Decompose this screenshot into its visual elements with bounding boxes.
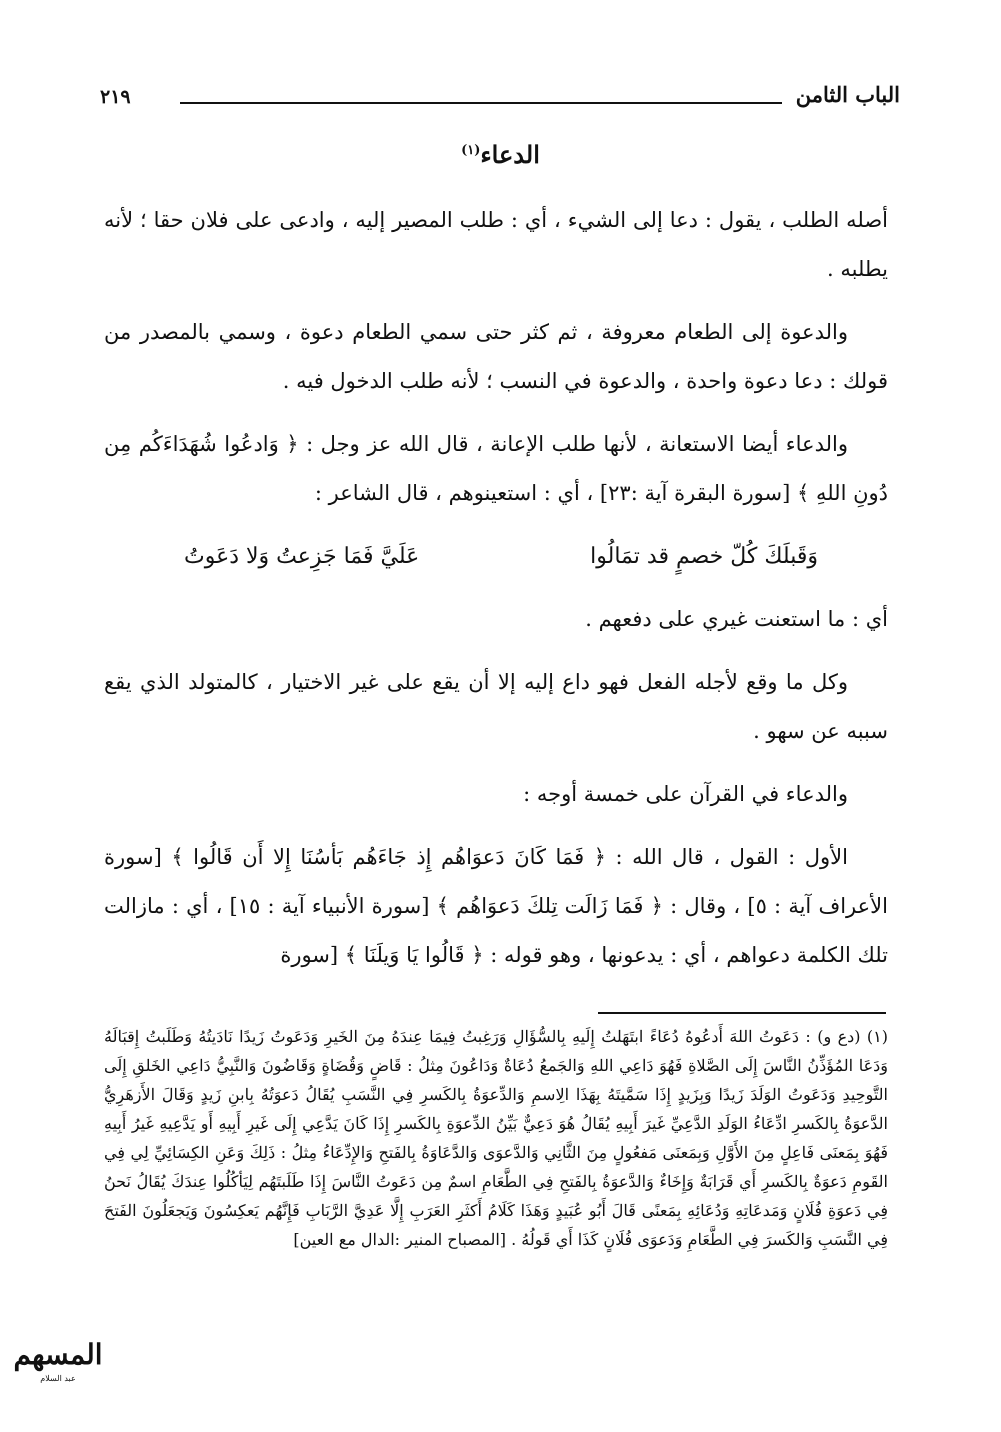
watermark-stamp bbox=[12, 1336, 104, 1398]
verse-first-hemistich: وَقَبلَكَ كُلّ خصمٍ قد تمَالُوا bbox=[590, 544, 818, 569]
main-text bbox=[104, 196, 888, 994]
stamp-sub-text: عبد السلام bbox=[40, 1374, 76, 1383]
paragraph-6: والدعاء في القرآن على خمسة أوجه : bbox=[523, 782, 848, 806]
paragraph-5: وكل ما وقع لأجله الفعل فهو داع إليه إلا أن يقع على غير الاختيار ، كالمتولد الذي يقع سببه عن سهو . bbox=[104, 670, 888, 743]
section-title bbox=[0, 140, 1001, 169]
paragraph-2: والدعوة إلى الطعام معروفة ، ثم كثر حتى سمي الطعام دعوة ، وسمي بالمصدر من قولك : دعا دعوة واحدة ، والدعوة في النسب ؛ لأنه طلب الدخول فيه . bbox=[104, 320, 888, 393]
poetry-verse bbox=[104, 532, 888, 581]
paragraph-3: والدعاء أيضا الاستعانة ، لأنها طلب الإعانة ، قال الله عز وجل : ﴿ وَادعُوا شُهَدَاءَكُم مِن دُونِ اللهِ ﴾ [سورة البقرة آية :٢٣] ، أي : استعينوهم ، قال الشاعر : bbox=[104, 432, 888, 505]
paragraph-7: الأول : القول ، قال الله : ﴿ فَمَا كَانَ دَعوَاهُم إِذ جَاءَهُم بَأسُنَا إِلا أَن قَالُوا ﴾ [سورة الأعراف آية : ٥] ، وقال : ﴿ فَمَا زَالَت تِلكَ دَعوَاهُم ﴾ [سورة الأنبياء آية : ١٥] ، أي : مازالت تلك الكلمة دعواهم ، أي : يدعونها ، وهو قوله : ﴿ قَالُوا يَا وَيلَنَا ﴾ [سورة bbox=[104, 845, 888, 967]
footnote-divider bbox=[598, 1012, 886, 1014]
page-header bbox=[100, 82, 900, 116]
verse-second-hemistich: عَلَيَّ فَمَا جَزِعتُ وَلا دَعَوتُ bbox=[184, 544, 420, 569]
footnote-marker[interactable]: (١) bbox=[461, 143, 481, 158]
stamp-main-text: المسهم bbox=[13, 1338, 103, 1371]
paragraph-4: أي : ما استعنت غيري على دفعهم . bbox=[585, 607, 888, 631]
section-title-text: الدعاء bbox=[480, 140, 540, 169]
chapter-title: الباب الثامن bbox=[795, 82, 900, 107]
footnote-text: (١) (دع و) : دَعَوتُ اللهَ أَدعُوهُ دُعَاءً ابتَهَلتُ إِلَيهِ بِالسُّؤَالِ وَرَغِبتُ فِيمَا عِندَهُ مِنَ الخَيرِ وَدَعَوتُ زَيدًا نَادَيتُهُ وَطَلَبتُ إِقبَالَهُ وَدَعَا المُؤَذِّنُ النَّاسَ إِلَى الصَّلاةِ فَهُوَ دَاعِي اللهِ وَالجَمعُ دُعَاةٌ وَدَاعُونَ مِثلُ : قَاضٍ وَقُضَاةٍ وَقَاضُونَ وَالنَّبِيُّ دَاعِي الخَلقِ إِلَى التَّوحِيدِ وَدَعَوتُ الوَلَدَ زَيدًا وَبِزَيدٍ إِذَا سَمَّيتَهُ بِهَذَا الِاسمِ وَالدِّعوَةُ بِالكَسرِ فِي النَّسَبِ يُقَالُ دَعوَتُهُ بِابنِ زَيدٍ وَقَالَ الأَزهَرِيُّ الدَّعوَةُ بِالكَسرِ ادِّعَاءُ الوَلَدِ الدَّعِيِّ غَيرَ أَبِيهِ يُقَالُ هُوَ دَعِيٌّ بَيِّنُ الدِّعوَةِ بِالكَسرِ إِذَا كَانَ يَدَّعِي إِلَى غَيرِ أَبِيهِ أَو يَدَّعِيهِ غَيرُ أَبِيهِ فَهُوَ بِمَعنَى فَاعِلٍ مِنَ الأَوَّلِ وَبِمَعنَى مَفعُولٍ مِنَ الثَّانِي وَالدَّعوَى وَالدَّعَاوَةُ بِالفَتحِ وَالإِدِّعَاءُ مِثلُ : ذَلِكَ وَعَنِ الكِسَائِيِّ لِي فِي القَومِ دَعوَةٌ بِالكَسرِ أَي قَرَابَةٌ وَإِخَاءٌ وَالدَّعوَةُ بِالفَتحِ فِي الطَّعَامِ اسمٌ مِن دَعَوتُ النَّاسَ إِذَا طَلَبتَهُم لِيَأكُلُوا عِندَكَ يُقَالُ نَحنُ فِي دَعوَةِ فُلَانٍ وَمَدعَاتِهِ وَدُعَائِهِ بِمَعنًى قَالَ أَبُو عُبَيدٍ وَهَذَا كَلَامُ أَكثَرِ العَرَبِ إِلَّا عَدِيَّ الرَّبَابِ فَإِنَّهُم يَعكِسُونَ وَيَجعَلُونَ الفَتحَ فِي النَّسَبِ وَالكَسرَ فِي الطَّعَامِ وَدَعوَى فُلَانٍ كَذَا أَي قَولُهُ . [المصباح المنير :الدال مع العين] bbox=[104, 1027, 889, 1249]
paragraph-1: أصله الطلب ، يقول : دعا إلى الشيء ، أي : طلب المصير إليه ، وادعى على فلان حقا ؛ لأنه يطلبه . bbox=[104, 208, 888, 281]
footnote bbox=[104, 1022, 888, 1254]
header-rule bbox=[180, 102, 782, 104]
page-number: ٢١٩ bbox=[100, 86, 131, 108]
